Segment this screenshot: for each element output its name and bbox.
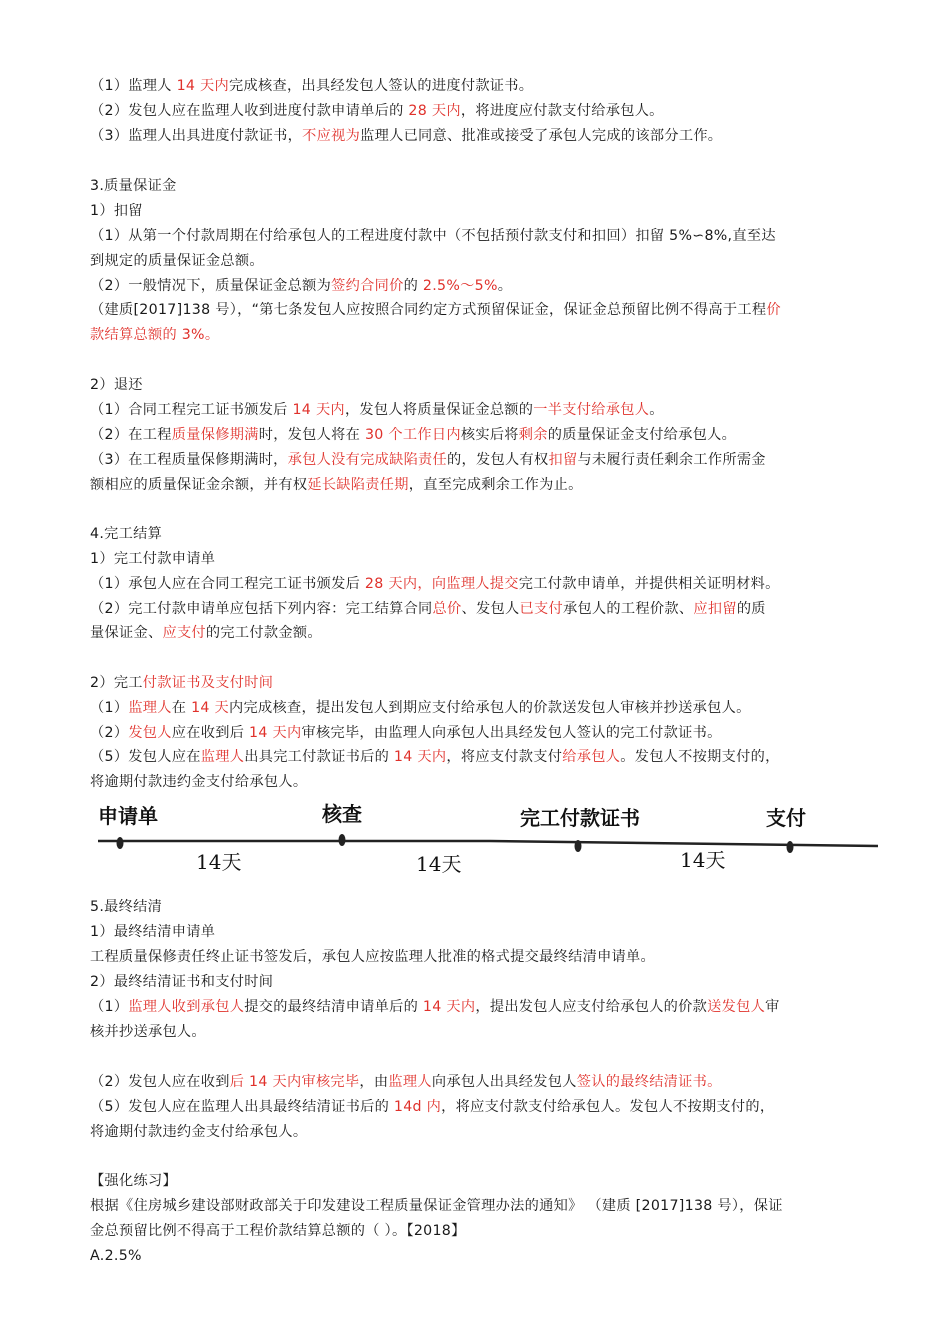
- body-text: （1）: [90, 999, 129, 1015]
- body-text: ，直至完成剩余工作为止。: [408, 477, 583, 493]
- timeline-label-certificate: 完工付款证书: [520, 806, 640, 830]
- body-text: 到规定的质量保证金总额。: [90, 253, 264, 269]
- body-text: 1）最终结清申请单: [90, 924, 216, 940]
- highlighted-text: 发包人: [128, 725, 172, 741]
- payment-timeline-diagram: [90, 790, 890, 880]
- body-text: 的，发包人有权: [447, 452, 549, 468]
- body-text: （5）发包人应在监理人出具最终结清证书后的: [90, 1099, 394, 1115]
- timeline-node-review: [339, 834, 346, 846]
- text-line: [90, 298, 890, 322]
- highlighted-text: 送发包人: [707, 999, 766, 1015]
- body-text: （2）完工付款申请单应包括下列内容：完工结算合同: [90, 601, 433, 617]
- highlighted-text: 扣留: [548, 452, 578, 468]
- body-text: （1）合同工程完工证书颁发后: [90, 402, 293, 418]
- highlighted-text: 30 个工作日内: [364, 427, 461, 443]
- highlighted-text: 14 天内: [422, 999, 476, 1015]
- body-text: 。: [649, 402, 664, 418]
- body-text: 2）最终结清证书和支付时间: [90, 974, 274, 990]
- text-line: [90, 1120, 890, 1144]
- body-text: 工程质量保修责任终止证书签发后，承包人应按监理人批准的格式提交最终结清申请单。: [90, 949, 656, 965]
- body-text: 完工付款申请单，并提供相关证明材料。: [518, 576, 780, 592]
- text-line: [90, 373, 890, 397]
- text-line: [90, 1169, 890, 1193]
- body-text: 的完工付款金额。: [205, 625, 322, 641]
- body-text: （1）: [90, 700, 129, 716]
- body-text: 4.完工结算: [90, 526, 163, 542]
- text-line: [90, 671, 890, 695]
- body-text: 审: [765, 999, 780, 1015]
- highlighted-text: 监理人: [388, 1074, 432, 1090]
- timeline-label-application: 申请单: [98, 804, 158, 828]
- highlighted-text: 监理人收到承包人: [128, 999, 245, 1015]
- text-line: [90, 572, 890, 596]
- highlighted-text: 14 天内: [292, 402, 345, 418]
- text-line: [90, 597, 890, 621]
- text-line: [90, 1244, 890, 1268]
- highlighted-text: 2.5%～5%: [422, 278, 498, 294]
- timeline-interval-3: 14天: [680, 848, 726, 872]
- body-text: 金总预留比例不得高于工程价款结算总额的（ ）。【2018】: [90, 1223, 466, 1239]
- highlighted-text: 价: [766, 302, 781, 318]
- body-text: 内完成核查，提出发包人到期应支付给承包人的价款送发包人审核并抄送承包人。: [229, 700, 751, 716]
- body-text: ，将应支付款支付给承包人。发包人不按期支付的，: [441, 1099, 775, 1115]
- timeline-interval-2: 14天: [416, 852, 462, 876]
- text-line: [90, 547, 890, 571]
- highlighted-text: 14d 内: [393, 1099, 442, 1115]
- body-text: ，将应支付款支付: [446, 749, 563, 765]
- text-line: [90, 174, 890, 198]
- body-text: 。发包人不按期支付的，: [620, 749, 780, 765]
- body-text: 核并抄送承包人。: [90, 1024, 206, 1040]
- text-line: [90, 423, 890, 447]
- text-line: [90, 721, 890, 745]
- text-line: [90, 1219, 890, 1243]
- text-line: [90, 522, 890, 546]
- body-text: （5）发包人应在: [90, 749, 201, 765]
- body-text: 量保证金、: [90, 625, 163, 641]
- body-text: ，提出发包人应支付给承包人的价款: [475, 999, 708, 1015]
- text-line: [90, 745, 890, 769]
- text-line: [90, 74, 890, 98]
- text-line: [90, 249, 890, 273]
- body-text: 、发包人: [461, 601, 520, 617]
- timeline-interval-1: 14天: [196, 850, 242, 874]
- highlighted-text: 14 天: [191, 700, 230, 716]
- highlighted-text: 不应视为: [302, 128, 361, 144]
- text-line: [90, 696, 890, 720]
- text-line: [90, 448, 890, 472]
- highlighted-text: 已支付: [519, 601, 563, 617]
- body-text: （2）发包人应在监理人收到进度付款申请单后的: [90, 103, 409, 119]
- text-line: [90, 274, 890, 298]
- body-text: ，发包人将质量保证金总额的: [344, 402, 534, 418]
- highlighted-text: 应扣留: [693, 601, 737, 617]
- highlighted-text: 监理人: [200, 749, 245, 765]
- highlighted-text: 付款证书及支付时间: [142, 675, 274, 691]
- highlighted-text: 。: [204, 327, 220, 343]
- body-text: A.2.5%: [90, 1248, 142, 1264]
- body-text: 承包人的工程价款、: [562, 601, 694, 617]
- body-text: （2）在工程: [90, 427, 172, 443]
- highlighted-text: 总价: [432, 601, 462, 617]
- timeline-label-review: 核查: [322, 802, 362, 826]
- text-line: [90, 224, 890, 248]
- text-line: [90, 995, 890, 1019]
- body-text: 将逾期付款违约金支付给承包人。: [90, 774, 308, 790]
- text-line: [90, 99, 890, 123]
- text-line: [90, 398, 890, 422]
- highlighted-text: 后 14 天内审核完毕: [229, 1074, 360, 1090]
- body-text: 核实后将: [460, 427, 519, 443]
- highlighted-text: 给承包人: [562, 749, 621, 765]
- text-line: [90, 124, 890, 148]
- text-line: [90, 1020, 890, 1044]
- body-text: （2）: [90, 725, 129, 741]
- body-text: 【强化练习】: [90, 1173, 177, 1189]
- body-text: 的: [403, 278, 423, 294]
- body-text: 审核完毕，由监理人向承包人出具经发包人签认的完工付款证书。: [301, 725, 722, 741]
- highlighted-text: 剩余: [518, 427, 548, 443]
- body-text: 在: [171, 700, 192, 716]
- body-text: 的质: [736, 601, 766, 617]
- highlighted-text: 28 天内，向监理人提交: [364, 576, 519, 592]
- text-line: [90, 199, 890, 223]
- timeline-node-payment: [787, 841, 794, 853]
- timeline-label-payment: 支付: [766, 806, 806, 830]
- highlighted-text: 14 天内: [249, 725, 302, 741]
- highlighted-text: 款结算总额的 3%: [90, 327, 205, 343]
- body-text: （1）承包人应在合同工程完工证书颁发后: [90, 576, 365, 592]
- body-text: （2）一般情况下，质量保证金总额为: [90, 278, 332, 294]
- highlighted-text: 监理人: [128, 700, 172, 716]
- highlighted-text: 一半支付给承包人: [533, 402, 650, 418]
- text-line: [90, 895, 890, 919]
- body-text: （1）监理人: [90, 78, 177, 94]
- body-text: 2）完工: [90, 675, 143, 691]
- text-line: [90, 920, 890, 944]
- body-text: 2）退还: [90, 377, 143, 393]
- body-text: 5.最终结清: [90, 899, 163, 915]
- body-text: 将逾期付款违约金支付给承包人。: [90, 1124, 308, 1140]
- text-line: [90, 945, 890, 969]
- highlighted-text: 承包人没有完成缺陷责任: [287, 452, 448, 468]
- body-text: 监理人已同意、批准或接受了承包人完成的该部分工作。: [360, 128, 723, 144]
- body-text: 的质量保证金支付给承包人。: [547, 427, 737, 443]
- body-text: 与未履行责任剩余工作所需金: [577, 452, 766, 468]
- text-line: [90, 473, 890, 497]
- body-text: ，由: [359, 1074, 389, 1090]
- highlighted-text: 质量保修期满: [171, 427, 259, 443]
- text-line: [90, 970, 890, 994]
- text-line: [90, 1194, 890, 1218]
- body-text: ，将进度应付款支付给承包人。: [460, 103, 664, 119]
- body-text: 应在收到后: [171, 725, 250, 741]
- body-text: （1）从第一个付款周期在付给承包人的工程进度付款中（不包括预付款支付和扣回）扣留 5%∽8%,直至达: [90, 228, 776, 244]
- body-text: （建质[2017]138 号），“第七条发包人应按照合同约定方式预留保证金，保证金总预留比例不得高于工程: [90, 302, 767, 318]
- body-text: 时，发包人将在: [258, 427, 365, 443]
- text-line: [90, 621, 890, 645]
- timeline-node-application: [117, 837, 124, 849]
- body-text: 3.质量保证金: [90, 178, 177, 194]
- text-line: [90, 1070, 890, 1094]
- body-text: 完成核查，出具经发包人签认的进度付款证书。: [229, 78, 534, 94]
- highlighted-text: 14 天内: [176, 78, 230, 94]
- body-text: 。: [497, 278, 513, 294]
- highlighted-text: 应支付: [162, 625, 206, 641]
- text-line: [90, 1095, 890, 1119]
- text-line: [90, 323, 890, 347]
- highlighted-text: 签认的最终结清证书: [576, 1074, 708, 1090]
- timeline-node-certificate: [575, 840, 582, 852]
- body-text: 根据《住房城乡建设部财政部关于印发建设工程质量保证金管理办法的通知》 （建质 [2017]138 号），保证: [90, 1198, 783, 1214]
- body-text: 1）完工付款申请单: [90, 551, 216, 567]
- body-text: 出具完工付款证书后的: [244, 749, 394, 765]
- highlighted-text: 28 天内: [408, 103, 461, 119]
- body-text: （2）发包人应在收到: [90, 1074, 230, 1090]
- highlighted-text: 。: [707, 1074, 722, 1090]
- highlighted-text: 14 天内: [393, 749, 447, 765]
- highlighted-text: 延长缺陷责任期: [307, 477, 409, 493]
- body-text: （3）监理人出具进度付款证书，: [90, 128, 303, 144]
- body-text: （3）在工程质量保修期满时，: [90, 452, 288, 468]
- body-text: 1）扣留: [90, 203, 143, 219]
- highlighted-text: 签约合同价: [331, 278, 404, 294]
- body-text: 向承包人出具经发包人: [431, 1074, 577, 1090]
- body-text: 额相应的质量保证金余额，并有权: [90, 477, 308, 493]
- body-text: 提交的最终结清申请单后的: [244, 999, 423, 1015]
